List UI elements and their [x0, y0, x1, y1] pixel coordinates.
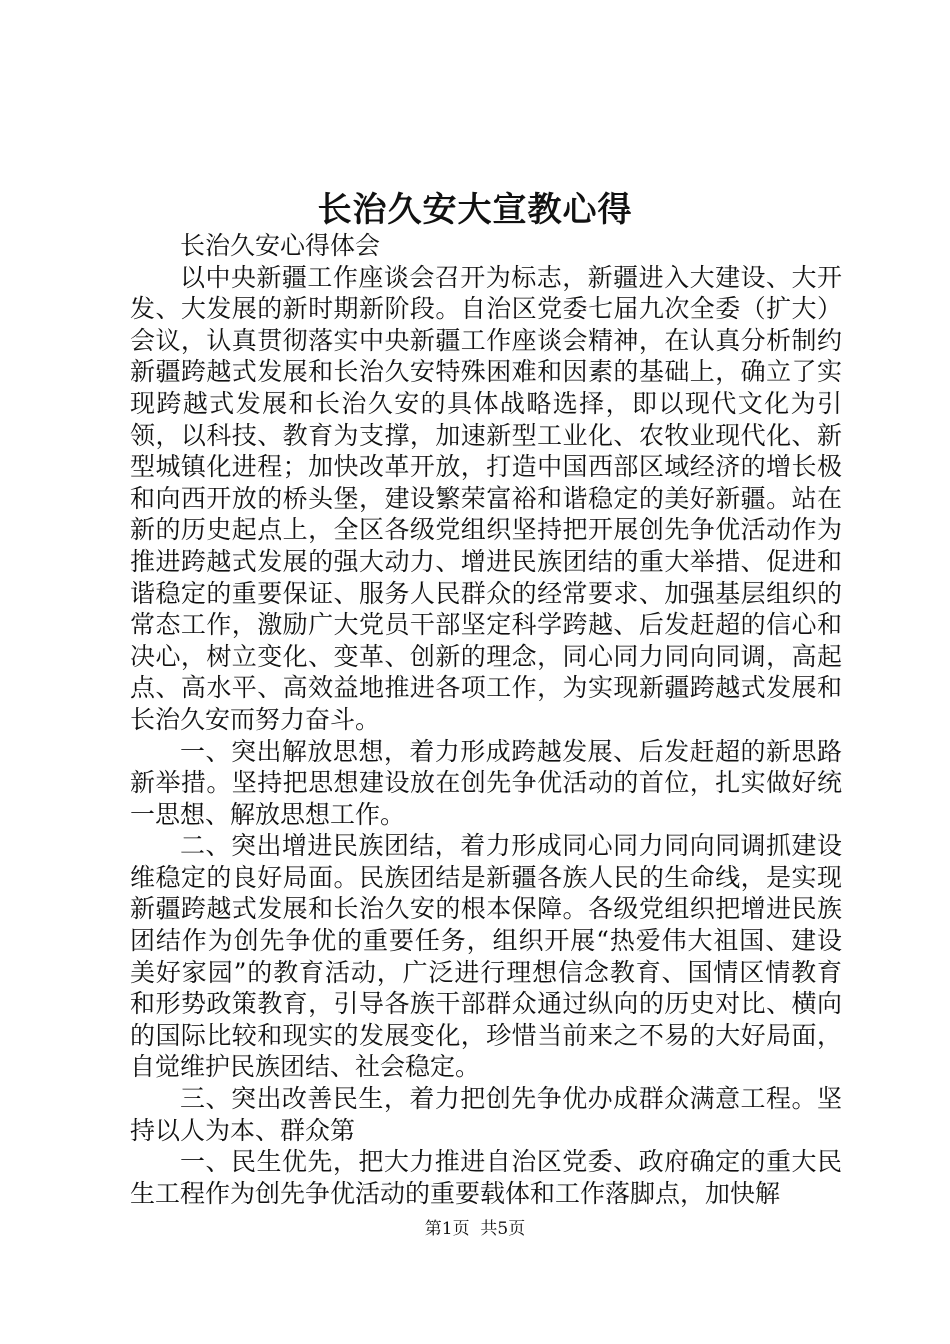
page-number: 第1页: [424, 1219, 470, 1239]
paragraph-point-two: 二、突出增进民族团结，着力形成同心同力同向同调抓建设维稳定的良好局面。民族团结是新疆各族人民的生命线，是实现新疆跨越式发展和长治久安的根本保障。各级党组织把增进民族团结作为创先争优的重要任务，组织开展“热爱伟大祖国、建设美好家园”的教育活动，广泛进行理想信念教育、国情区情教育和形势政策教育，引导各族干部群众通过纵向的历史对比、横向的国际比较和现实的发展变化，珍惜当前来之不易的大好局面，自觉维护民族团结、社会稳定。: [130, 831, 842, 1082]
page-footer: [0, 1217, 950, 1241]
footer-separator: [470, 1219, 481, 1239]
paragraph-subtitle: 长治久安心得体会: [180, 231, 381, 260]
paragraph-continuation: 一、民生优先，把大力推进自治区党委、政府确定的重大民生工程作为创先争优活动的重要载体和工作落脚点，加快解: [130, 1147, 842, 1208]
paragraph-point-three: 三、突出改善民生，着力把创先争优办成群众满意工程。坚持以人为本、群众第: [130, 1084, 842, 1145]
document-title: 长治久安大宣教心得: [317, 190, 633, 230]
document-body: [130, 230, 842, 1209]
paragraph-point-one: 一、突出解放思想，着力形成跨越发展、后发赶超的新思路新举措。坚持把思想建设放在创先争优活动的首位，扎实做好统一思想、解放思想工作。: [130, 736, 842, 829]
paragraph-intro: 以中央新疆工作座谈会召开为标志，新疆进入大建设、大开发、大发展的新时期新阶段。自治区党委七届九次全委（扩大）会议，认真贯彻落实中央新疆工作座谈会精神，在认真分析制约新疆跨越式发展和长治久安特殊困难和因素的基础上，确立了实现跨越式发展和长治久安的具体战略选择，即以现代文化为引领，以科技、教育为支撑，加速新型工业化、农牧业现代化、新型城镇化进程；加快改革开放，打造中国西部区域经济的增长极和向西开放的桥头堡，建设繁荣富裕和谐稳定的美好新疆。站在新的历史起点上，全区各级党组织坚持把开展创先争优活动作为推进跨越式发展的强大动力、增进民族团结的重大举措、促进和谐稳定的重要保证、服务人民群众的经常要求、加强基层组织的常态工作，激励广大党员干部坚定科学跨越、后发赶超的信心和决心，树立变化、变革、创新的理念，同心同力同向同调，高起点、高水平、高效益地推进各项工作，为实现新疆跨越式发展和长治久安而努力奋斗。: [130, 262, 842, 734]
page-total: 共5页: [480, 1219, 526, 1239]
